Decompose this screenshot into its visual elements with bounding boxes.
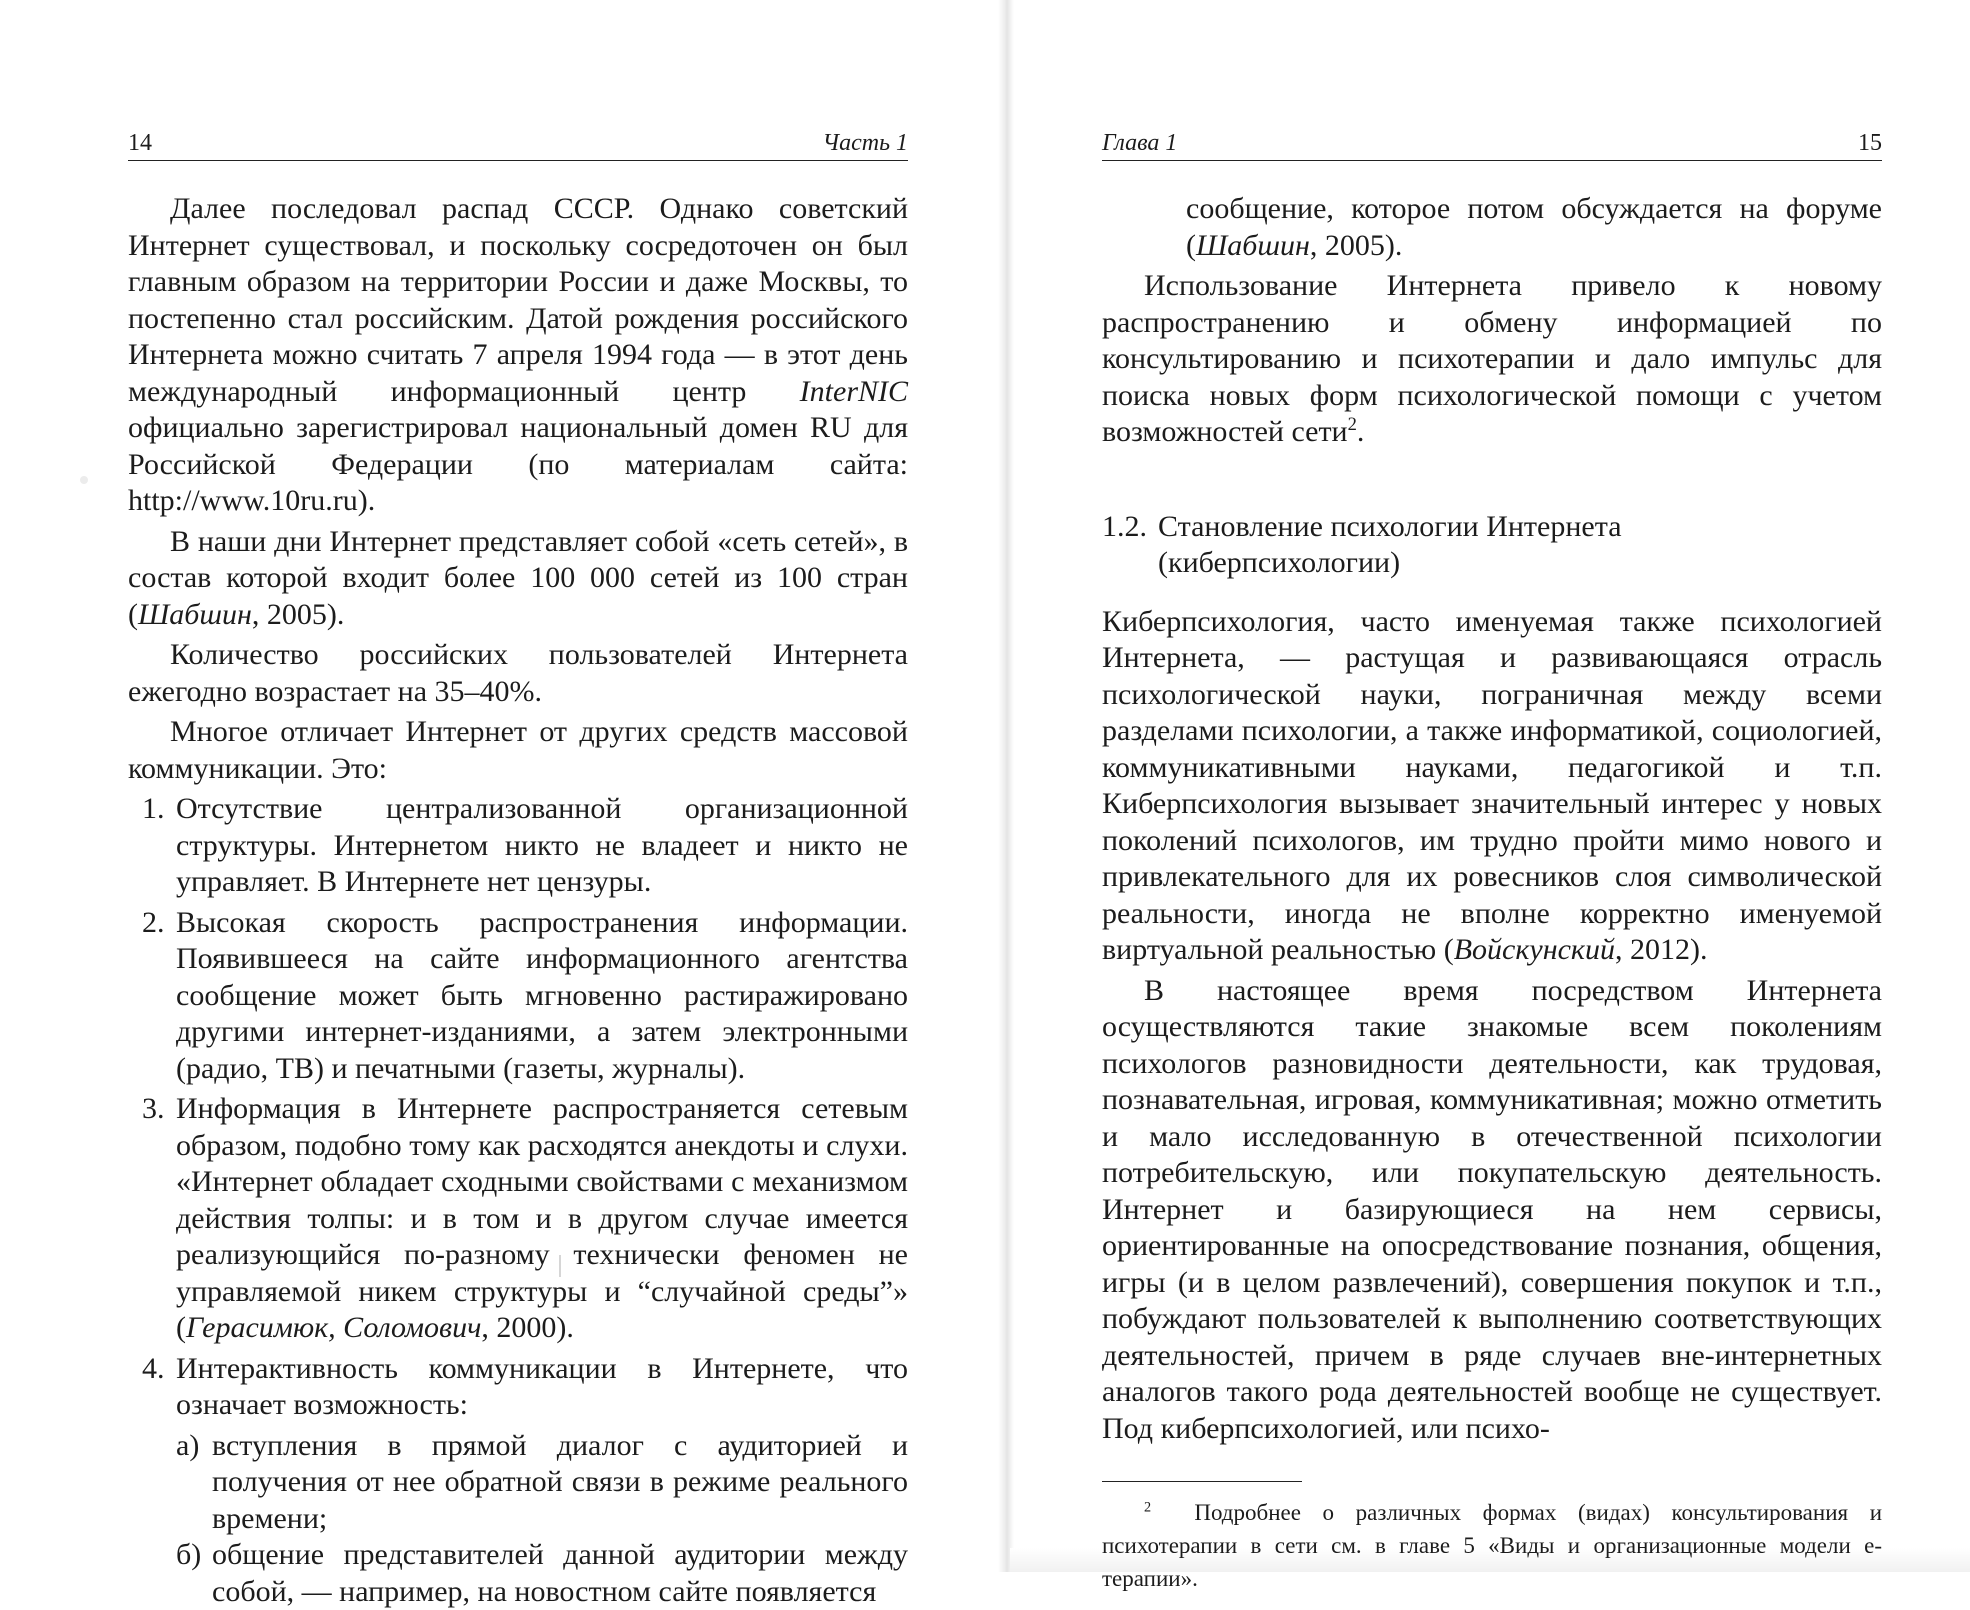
sublist-letter: а) — [176, 1428, 199, 1465]
citation-author: Шабшин — [138, 598, 252, 631]
sublist-letter: б) — [176, 1537, 201, 1574]
section-number: 1.2. — [1102, 509, 1158, 546]
section-heading — [1102, 509, 1882, 582]
citation-author: Войскунский — [1454, 933, 1615, 966]
sublist-item — [128, 1537, 908, 1610]
header-rule — [1102, 160, 1882, 161]
page-number: 14 — [128, 128, 152, 158]
footnote — [1102, 1496, 1882, 1595]
running-head: Часть 1 — [823, 130, 908, 156]
list-item-text: Отсутствие централизованной организационной структуры. Интернетом никто не владеет и никто не управляет. В Интернете нет цензуры. — [176, 792, 908, 898]
sublist-item-text: вступления в прямой диалог с аудиторией и получения от нее обратной связи в режиме реального времени; — [212, 1429, 908, 1535]
section-title-line1: Становление психологии Интернета — [1158, 510, 1622, 543]
right-text-column — [1102, 191, 1882, 1595]
footnote-reference: 2 — [1348, 414, 1357, 435]
paragraph: Использование Интернета привело к новому распространению и обмену информацией по консультированию и психотерапии и дало импульс для поиска новых форм психологической помощи с учетом возможностей сети$^2$. — [1102, 268, 1882, 451]
running-head: Глава 1 — [1102, 130, 1177, 156]
lettered-sublist — [128, 1428, 908, 1610]
internic-term: InterNIC — [800, 375, 908, 408]
page-number: 15 — [1858, 128, 1882, 158]
sublist-continuation: сообщение, которое потом обсуждается на форуме (Шабшин, 2005). — [1102, 191, 1882, 264]
citation-author: Герасимюк, Соломович — [186, 1311, 481, 1344]
list-item-text: Высокая скорость распространения информации. Появившееся на сайте информационного агентства сообщение может быть мгновенно растиражировано другими интернет-изданиями, а затем электронными (радио, ТВ) и печатными (газеты, журналы). — [176, 906, 908, 1085]
list-item: 3. Информация в Интернете распространяется сетевым образом, подобно тому как расходятся анекдоты и слухи. «Интернет обладает сходными свойствами с механизмом действия толпы: и в том и в другом случае имеется реализующийся по-разному технически феномен не управляемой никем структуры и “случайной среды”» (Герасимюк, Соломович, 2000). — [128, 1091, 908, 1347]
footnote-rule — [1102, 1481, 1302, 1482]
list-item-text: Информация в Интернете распространяется сетевым образом, подобно тому как расходятся анекдоты и слухи. «Интернет обладает сходными свойствами с механизмом действия толпы: и в том и в другом случае имеется реализующийся по-разному технически феномен не управляемой никем структуры и “случайной среды”» ( — [176, 1092, 908, 1344]
list-item — [128, 791, 908, 901]
right-page-header — [1102, 128, 1882, 158]
footnote-marker: 2 — [1144, 1499, 1151, 1515]
paragraph: Количество российских пользователей Интернета ежегодно возрастает на 35–40%. — [128, 637, 908, 710]
list-number: 1. — [142, 791, 165, 828]
paragraph: В настоящее время посредством Интернета осуществляются такие знакомые всем поколениям психологов разновидности деятельности, как трудовая, познавательная, игровая, коммуникативная; можно отметить и мало исследованную в отечественной психологии потребительскую, или покупательскую деятельность. Интернет и базирующиеся на нем сервисы, ориентированные на опосредствование познания, общения, игры (и в целом развлечений), совершения покупок и т.п., побуждают пользователей к выполнению соответствующих деятельностей, причем в ряде случаев вне-интернетных аналогов такого рода деятельностей вообще не существует. Под киберпсихологией, или психо- — [1102, 973, 1882, 1448]
section-title-line2: (киберпсихологии) — [1102, 545, 1882, 582]
paragraph: В наши дни Интернет представляет собой «сеть сетей», в состав которой входит более 100 000 сетей из 100 стран (Шабшин, 2005). — [128, 524, 908, 634]
header-rule — [128, 160, 908, 161]
list-item-text: Интерактивность коммуникации в Интернете, что означает возможность: — [176, 1352, 908, 1422]
left-page-header — [128, 128, 908, 158]
list-number: 4. — [142, 1351, 165, 1388]
list-item — [128, 1351, 908, 1424]
list-number: 2. — [142, 905, 165, 942]
sublist-item — [128, 1428, 908, 1538]
right-page — [1010, 0, 1970, 1572]
sublist-item-text: общение представителей данной аудитории между собой, — например, на новостном сайте появляется — [212, 1538, 908, 1608]
numbered-list — [128, 791, 908, 1424]
left-page — [0, 0, 1000, 1572]
list-item — [128, 905, 908, 1088]
paragraph: Далее последовал распад СССР. Однако советский Интернет существовал, и поскольку сосредоточен он был главным образом на территории России и даже Москвы, то постепенно стал российским. Датой рождения российского Интернета можно считать 7 апреля 1994 года — в этот день международный информационный центр InterNIC официально зарегистрировал национальный домен RU для Российской Федерации (по материалам сайта: http://www.10ru.ru). — [128, 191, 908, 520]
paragraph: Многое отличает Интернет от других средств массовой коммуникации. Это: — [128, 714, 908, 787]
left-text-column — [128, 191, 908, 1610]
list-number: 3. — [142, 1091, 165, 1128]
footnote-text: Подробнее о различных формах (видах) консультирования и психотерапии в сети см. в главе 5 «Виды и организационные модели е-терапии». — [1102, 1500, 1882, 1591]
citation-author: Шабшин — [1196, 229, 1310, 262]
paragraph: Киберпсихология, часто именуемая также психологией Интернета, — растущая и развивающаяся отрасль психологической науки, пограничная между всеми разделами психологии, а также информатикой, социологией, коммуникативными науками, педагогикой и т.п. Киберпсихология вызывает значительный интерес у новых поколений психологов, им трудно пройти мимо нового и привлекательного для их ровесников слоя символической реальности, иногда не вполне корректно именуемой виртуальной реальностью (Войскунский, 2012). — [1102, 604, 1882, 969]
